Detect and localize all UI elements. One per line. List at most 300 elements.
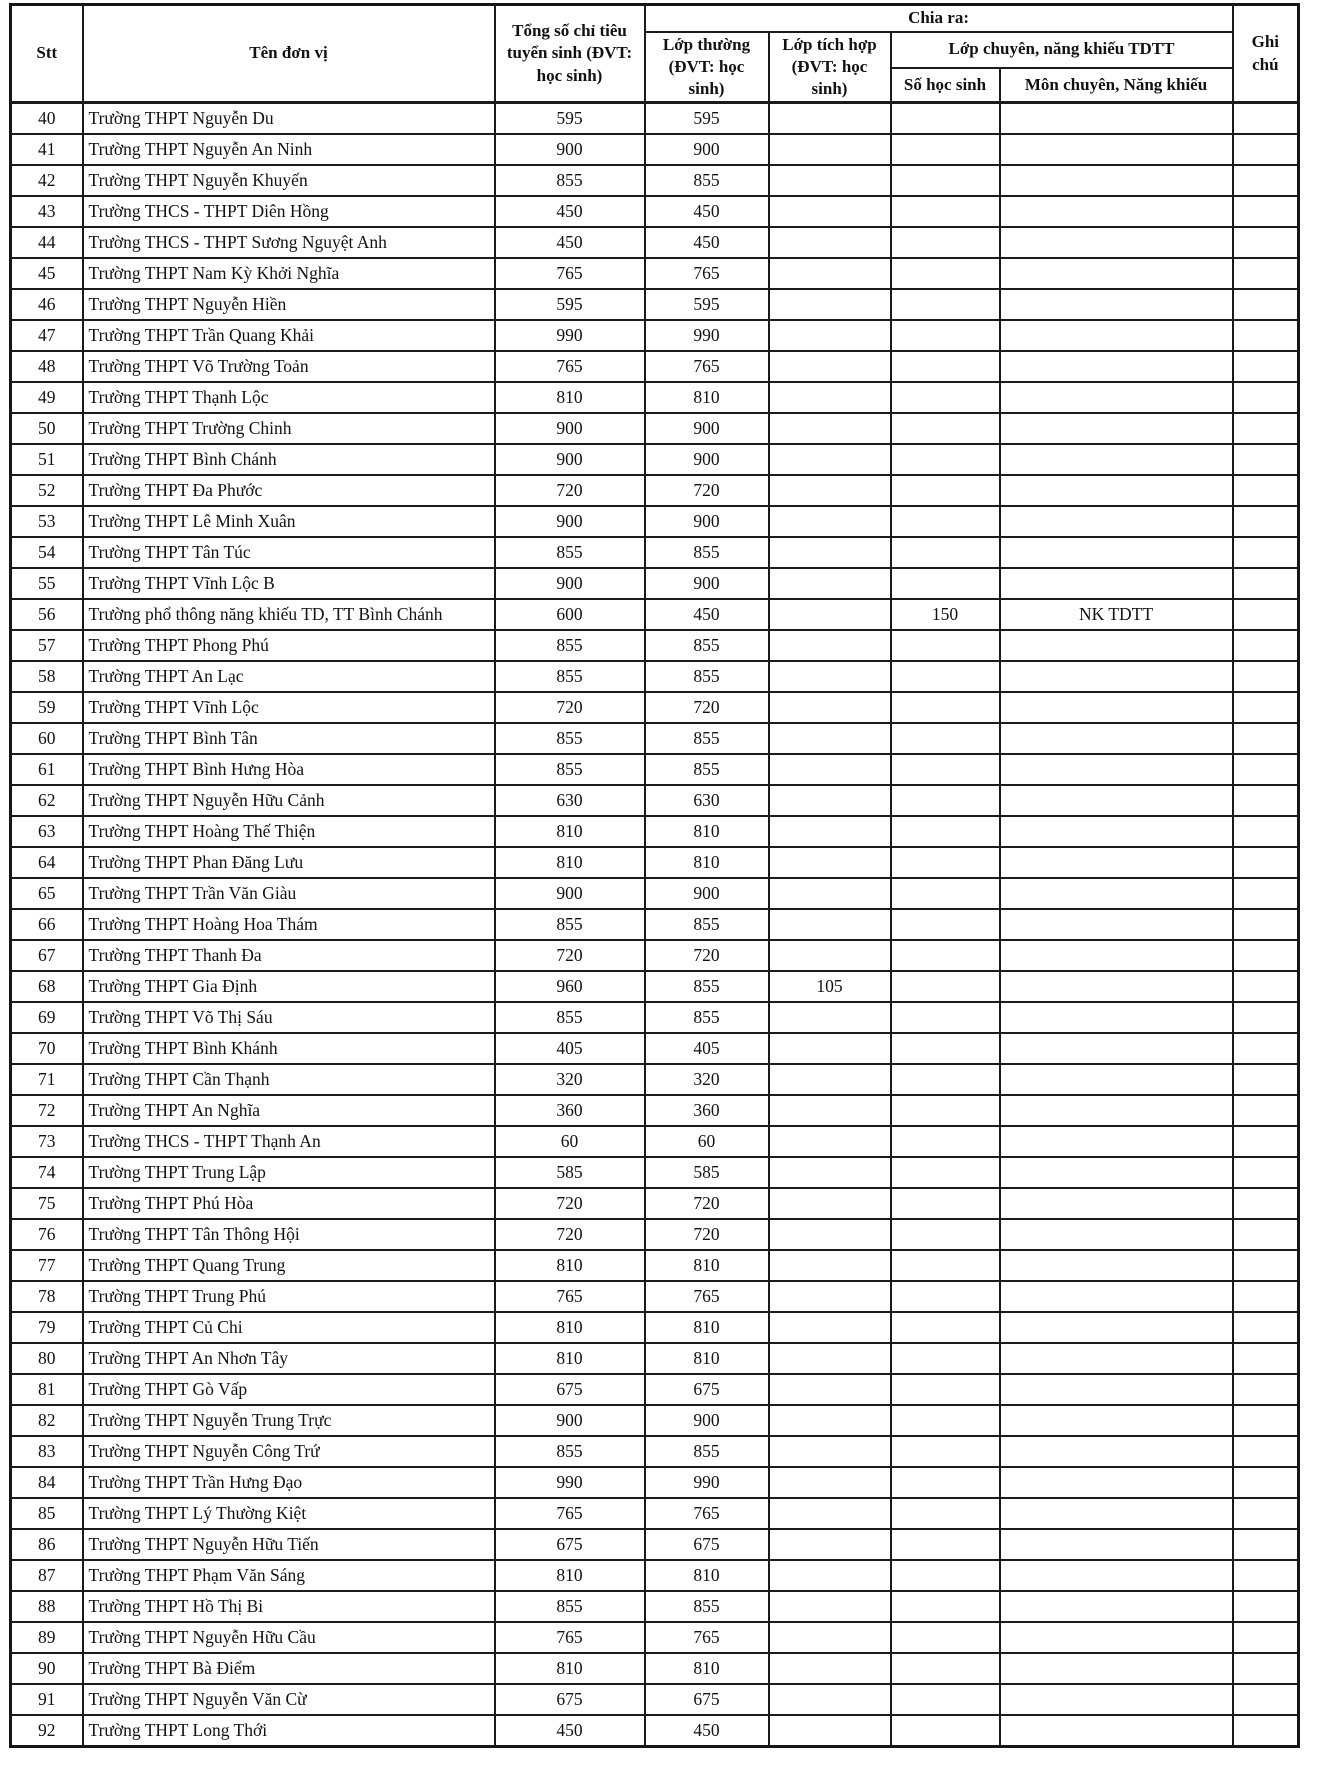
cell-regular-class: 855 (645, 537, 769, 568)
cell-specialized-students (891, 444, 1000, 475)
cell-total-quota: 810 (495, 1250, 645, 1281)
cell-school-name: Trường THPT Võ Thị Sáu (83, 1002, 495, 1033)
cell-specialized-subject (1000, 1188, 1233, 1219)
cell-specialized-subject (1000, 1591, 1233, 1622)
cell-notes (1233, 1219, 1299, 1250)
cell-specialized-students (891, 1002, 1000, 1033)
cell-regular-class: 990 (645, 1467, 769, 1498)
cell-stt: 85 (11, 1498, 83, 1529)
cell-integrated-class (769, 661, 891, 692)
cell-regular-class: 765 (645, 1622, 769, 1653)
cell-school-name: Trường THPT Tân Túc (83, 537, 495, 568)
cell-specialized-subject (1000, 1219, 1233, 1250)
cell-specialized-students (891, 1374, 1000, 1405)
cell-specialized-subject (1000, 1126, 1233, 1157)
cell-total-quota: 900 (495, 878, 645, 909)
cell-total-quota: 720 (495, 1188, 645, 1219)
cell-school-name: Trường THPT Nguyễn Khuyến (83, 165, 495, 196)
cell-specialized-students (891, 289, 1000, 320)
table-row (11, 289, 1299, 320)
cell-specialized-students (891, 320, 1000, 351)
cell-total-quota: 960 (495, 971, 645, 1002)
cell-total-quota: 900 (495, 1405, 645, 1436)
cell-regular-class: 630 (645, 785, 769, 816)
cell-notes (1233, 1064, 1299, 1095)
cell-notes (1233, 1715, 1299, 1747)
cell-school-name: Trường THPT An Nhơn Tây (83, 1343, 495, 1374)
cell-stt: 68 (11, 971, 83, 1002)
cell-school-name: Trường THPT Nguyễn Hữu Cảnh (83, 785, 495, 816)
cell-school-name: Trường THPT Phong Phú (83, 630, 495, 661)
cell-notes (1233, 599, 1299, 630)
cell-total-quota: 765 (495, 1281, 645, 1312)
cell-total-quota: 60 (495, 1126, 645, 1157)
cell-regular-class: 810 (645, 1312, 769, 1343)
header-stt: Stt (11, 5, 83, 103)
cell-notes (1233, 1591, 1299, 1622)
table-body (11, 103, 1299, 1747)
cell-integrated-class (769, 351, 891, 382)
cell-total-quota: 585 (495, 1157, 645, 1188)
cell-notes (1233, 971, 1299, 1002)
cell-stt: 87 (11, 1560, 83, 1591)
cell-total-quota: 765 (495, 1498, 645, 1529)
cell-integrated-class (769, 506, 891, 537)
cell-total-quota: 600 (495, 599, 645, 630)
cell-specialized-students (891, 1715, 1000, 1747)
table-row (11, 1157, 1299, 1188)
cell-stt: 67 (11, 940, 83, 971)
cell-integrated-class (769, 103, 891, 135)
cell-specialized-students (891, 1529, 1000, 1560)
cell-integrated-class (769, 630, 891, 661)
cell-regular-class: 765 (645, 258, 769, 289)
table-row (11, 475, 1299, 506)
cell-regular-class: 855 (645, 723, 769, 754)
cell-regular-class: 765 (645, 351, 769, 382)
table-row (11, 909, 1299, 940)
cell-specialized-subject (1000, 1405, 1233, 1436)
cell-specialized-students (891, 351, 1000, 382)
cell-specialized-students (891, 1343, 1000, 1374)
cell-regular-class: 855 (645, 754, 769, 785)
cell-school-name: Trường THPT Võ Trường Toản (83, 351, 495, 382)
cell-school-name: Trường THPT Bình Khánh (83, 1033, 495, 1064)
cell-stt: 54 (11, 537, 83, 568)
table-row (11, 1126, 1299, 1157)
cell-stt: 53 (11, 506, 83, 537)
cell-stt: 76 (11, 1219, 83, 1250)
table-row (11, 878, 1299, 909)
table-row (11, 1095, 1299, 1126)
table-row (11, 413, 1299, 444)
header-unit-name: Tên đơn vị (83, 5, 495, 103)
cell-specialized-subject (1000, 754, 1233, 785)
cell-regular-class: 720 (645, 940, 769, 971)
cell-notes (1233, 1343, 1299, 1374)
cell-total-quota: 900 (495, 568, 645, 599)
cell-integrated-class (769, 413, 891, 444)
cell-stt: 47 (11, 320, 83, 351)
cell-school-name: Trường THPT Nguyễn Trung Trực (83, 1405, 495, 1436)
table-row (11, 785, 1299, 816)
cell-total-quota: 855 (495, 537, 645, 568)
cell-integrated-class (769, 1188, 891, 1219)
table-row (11, 692, 1299, 723)
cell-regular-class: 595 (645, 103, 769, 135)
cell-notes (1233, 351, 1299, 382)
cell-school-name: Trường THPT Nguyễn Hữu Tiến (83, 1529, 495, 1560)
cell-regular-class: 855 (645, 971, 769, 1002)
cell-specialized-subject (1000, 1529, 1233, 1560)
cell-specialized-subject (1000, 909, 1233, 940)
cell-total-quota: 720 (495, 692, 645, 723)
cell-school-name: Trường phổ thông năng khiếu TD, TT Bình Chánh (83, 599, 495, 630)
cell-stt: 72 (11, 1095, 83, 1126)
table-row (11, 165, 1299, 196)
cell-total-quota: 855 (495, 1591, 645, 1622)
cell-total-quota: 990 (495, 320, 645, 351)
cell-specialized-subject (1000, 103, 1233, 135)
table-row (11, 1498, 1299, 1529)
cell-regular-class: 900 (645, 134, 769, 165)
cell-regular-class: 675 (645, 1529, 769, 1560)
cell-specialized-subject (1000, 1281, 1233, 1312)
cell-school-name: Trường THPT Thanh Đa (83, 940, 495, 971)
table-row (11, 940, 1299, 971)
cell-regular-class: 450 (645, 1715, 769, 1747)
cell-regular-class: 450 (645, 227, 769, 258)
cell-integrated-class (769, 1126, 891, 1157)
cell-notes (1233, 1281, 1299, 1312)
cell-specialized-subject (1000, 1002, 1233, 1033)
cell-notes (1233, 382, 1299, 413)
cell-specialized-students (891, 692, 1000, 723)
cell-specialized-students (891, 1033, 1000, 1064)
cell-specialized-students (891, 1250, 1000, 1281)
cell-notes (1233, 1498, 1299, 1529)
cell-notes (1233, 506, 1299, 537)
cell-specialized-subject (1000, 413, 1233, 444)
cell-integrated-class (769, 599, 891, 630)
cell-school-name: Trường THCS - THPT Sương Nguyệt Anh (83, 227, 495, 258)
cell-integrated-class: 105 (769, 971, 891, 1002)
cell-specialized-subject (1000, 878, 1233, 909)
cell-integrated-class (769, 847, 891, 878)
cell-integrated-class (769, 940, 891, 971)
cell-integrated-class (769, 1653, 891, 1684)
cell-total-quota: 720 (495, 475, 645, 506)
cell-notes (1233, 258, 1299, 289)
cell-school-name: Trường THPT Nam Kỳ Khởi Nghĩa (83, 258, 495, 289)
table-row (11, 971, 1299, 1002)
cell-regular-class: 585 (645, 1157, 769, 1188)
cell-regular-class: 855 (645, 165, 769, 196)
cell-specialized-students (891, 506, 1000, 537)
cell-total-quota: 810 (495, 382, 645, 413)
cell-specialized-subject (1000, 1250, 1233, 1281)
cell-stt: 40 (11, 103, 83, 135)
cell-total-quota: 900 (495, 413, 645, 444)
cell-specialized-students (891, 1591, 1000, 1622)
cell-regular-class: 900 (645, 506, 769, 537)
cell-stt: 70 (11, 1033, 83, 1064)
cell-regular-class: 810 (645, 1560, 769, 1591)
cell-total-quota: 855 (495, 1002, 645, 1033)
cell-specialized-students (891, 1653, 1000, 1684)
cell-notes (1233, 878, 1299, 909)
cell-regular-class: 810 (645, 847, 769, 878)
cell-total-quota: 855 (495, 165, 645, 196)
table-row (11, 444, 1299, 475)
cell-specialized-subject (1000, 692, 1233, 723)
cell-specialized-subject (1000, 320, 1233, 351)
cell-stt: 45 (11, 258, 83, 289)
cell-regular-class: 900 (645, 878, 769, 909)
cell-total-quota: 855 (495, 909, 645, 940)
cell-regular-class: 855 (645, 1591, 769, 1622)
cell-stt: 64 (11, 847, 83, 878)
cell-stt: 65 (11, 878, 83, 909)
table-row (11, 103, 1299, 135)
cell-notes (1233, 661, 1299, 692)
cell-regular-class: 720 (645, 692, 769, 723)
cell-school-name: Trường THPT Hồ Thị Bi (83, 1591, 495, 1622)
cell-specialized-students (891, 1405, 1000, 1436)
cell-regular-class: 855 (645, 630, 769, 661)
cell-school-name: Trường THPT Gò Vấp (83, 1374, 495, 1405)
cell-specialized-students (891, 1281, 1000, 1312)
cell-regular-class: 810 (645, 382, 769, 413)
cell-notes (1233, 1188, 1299, 1219)
table-row (11, 1715, 1299, 1747)
cell-regular-class: 990 (645, 320, 769, 351)
cell-stt: 55 (11, 568, 83, 599)
cell-specialized-subject (1000, 351, 1233, 382)
cell-school-name: Trường THPT Tân Thông Hội (83, 1219, 495, 1250)
table-row (11, 196, 1299, 227)
cell-integrated-class (769, 289, 891, 320)
cell-specialized-students (891, 165, 1000, 196)
table-row (11, 351, 1299, 382)
cell-notes (1233, 475, 1299, 506)
cell-specialized-subject (1000, 165, 1233, 196)
cell-regular-class: 450 (645, 196, 769, 227)
table-row (11, 1591, 1299, 1622)
cell-regular-class: 720 (645, 475, 769, 506)
cell-total-quota: 810 (495, 1312, 645, 1343)
cell-specialized-students (891, 134, 1000, 165)
cell-school-name: Trường THPT Trần Quang Khải (83, 320, 495, 351)
table-row (11, 134, 1299, 165)
table-row (11, 1343, 1299, 1374)
cell-notes (1233, 413, 1299, 444)
cell-total-quota: 595 (495, 103, 645, 135)
cell-notes (1233, 847, 1299, 878)
cell-stt: 77 (11, 1250, 83, 1281)
cell-regular-class: 900 (645, 1405, 769, 1436)
cell-stt: 90 (11, 1653, 83, 1684)
cell-school-name: Trường THPT Nguyễn Hữu Cầu (83, 1622, 495, 1653)
table-row (11, 568, 1299, 599)
cell-integrated-class (769, 1622, 891, 1653)
cell-notes (1233, 1436, 1299, 1467)
cell-integrated-class (769, 692, 891, 723)
cell-specialized-students: 150 (891, 599, 1000, 630)
cell-total-quota: 900 (495, 444, 645, 475)
cell-stt: 49 (11, 382, 83, 413)
cell-integrated-class (769, 568, 891, 599)
cell-specialized-students (891, 1312, 1000, 1343)
cell-total-quota: 360 (495, 1095, 645, 1126)
header-regular-class: Lớp thường (ĐVT: học sinh) (645, 32, 769, 103)
cell-integrated-class (769, 1467, 891, 1498)
table-row (11, 847, 1299, 878)
cell-integrated-class (769, 1374, 891, 1405)
cell-notes (1233, 692, 1299, 723)
cell-stt: 41 (11, 134, 83, 165)
cell-specialized-students (891, 754, 1000, 785)
cell-notes (1233, 320, 1299, 351)
cell-total-quota: 765 (495, 1622, 645, 1653)
cell-integrated-class (769, 878, 891, 909)
cell-school-name: Trường THPT Trung Phú (83, 1281, 495, 1312)
table-row (11, 1219, 1299, 1250)
cell-school-name: Trường THPT Phú Hòa (83, 1188, 495, 1219)
cell-notes (1233, 1157, 1299, 1188)
cell-school-name: Trường THPT Bình Chánh (83, 444, 495, 475)
cell-notes (1233, 537, 1299, 568)
cell-school-name: Trường THPT Phan Đăng Lưu (83, 847, 495, 878)
cell-integrated-class (769, 1436, 891, 1467)
cell-stt: 63 (11, 816, 83, 847)
cell-specialized-subject (1000, 289, 1233, 320)
cell-school-name: Trường THPT Long Thới (83, 1715, 495, 1747)
cell-notes (1233, 723, 1299, 754)
cell-regular-class: 450 (645, 599, 769, 630)
header-integrated-class: Lớp tích hợp (ĐVT: học sinh) (769, 32, 891, 103)
enrollment-quota-table (9, 3, 1300, 1748)
cell-stt: 91 (11, 1684, 83, 1715)
cell-total-quota: 630 (495, 785, 645, 816)
cell-notes (1233, 1684, 1299, 1715)
cell-school-name: Trường THPT Nguyễn An Ninh (83, 134, 495, 165)
cell-specialized-subject (1000, 506, 1233, 537)
cell-integrated-class (769, 1002, 891, 1033)
cell-integrated-class (769, 1219, 891, 1250)
cell-school-name: Trường THPT Bình Hưng Hòa (83, 754, 495, 785)
cell-regular-class: 855 (645, 1436, 769, 1467)
cell-school-name: Trường THPT Nguyễn Văn Cừ (83, 1684, 495, 1715)
cell-stt: 86 (11, 1529, 83, 1560)
cell-notes (1233, 754, 1299, 785)
cell-integrated-class (769, 1064, 891, 1095)
cell-school-name: Trường THPT Nguyễn Du (83, 103, 495, 135)
cell-stt: 56 (11, 599, 83, 630)
cell-integrated-class (769, 1560, 891, 1591)
cell-stt: 44 (11, 227, 83, 258)
cell-integrated-class (769, 785, 891, 816)
header-total-quota: Tổng số chỉ tiêu tuyển sinh (ĐVT: học sinh) (495, 5, 645, 103)
cell-total-quota: 810 (495, 847, 645, 878)
cell-integrated-class (769, 165, 891, 196)
cell-specialized-students (891, 723, 1000, 754)
cell-school-name: Trường THPT Bà Điểm (83, 1653, 495, 1684)
cell-specialized-subject (1000, 1157, 1233, 1188)
cell-school-name: Trường THPT Quang Trung (83, 1250, 495, 1281)
cell-regular-class: 900 (645, 568, 769, 599)
cell-stt: 46 (11, 289, 83, 320)
cell-integrated-class (769, 1281, 891, 1312)
cell-total-quota: 675 (495, 1529, 645, 1560)
cell-regular-class: 810 (645, 1653, 769, 1684)
cell-specialized-students (891, 1684, 1000, 1715)
cell-stt: 80 (11, 1343, 83, 1374)
cell-school-name: Trường THPT Gia Định (83, 971, 495, 1002)
cell-notes (1233, 1002, 1299, 1033)
cell-specialized-students (891, 258, 1000, 289)
cell-stt: 71 (11, 1064, 83, 1095)
cell-stt: 69 (11, 1002, 83, 1033)
cell-integrated-class (769, 444, 891, 475)
cell-school-name: Trường THPT Thạnh Lộc (83, 382, 495, 413)
cell-integrated-class (769, 909, 891, 940)
table-row (11, 506, 1299, 537)
cell-specialized-subject (1000, 1715, 1233, 1747)
cell-specialized-students (891, 475, 1000, 506)
table-row (11, 382, 1299, 413)
cell-stt: 42 (11, 165, 83, 196)
cell-specialized-students (891, 103, 1000, 135)
cell-notes (1233, 1126, 1299, 1157)
table-row (11, 258, 1299, 289)
cell-regular-class: 810 (645, 1250, 769, 1281)
cell-integrated-class (769, 816, 891, 847)
cell-specialized-students (891, 537, 1000, 568)
cell-school-name: Trường THPT Hoàng Hoa Thám (83, 909, 495, 940)
cell-specialized-students (891, 816, 1000, 847)
cell-stt: 60 (11, 723, 83, 754)
cell-specialized-students (891, 661, 1000, 692)
cell-school-name: Trường THPT Củ Chi (83, 1312, 495, 1343)
header-specialized-class: Lớp chuyên, năng khiếu TDTT (891, 32, 1233, 68)
cell-specialized-subject (1000, 661, 1233, 692)
cell-integrated-class (769, 1250, 891, 1281)
cell-specialized-subject (1000, 227, 1233, 258)
cell-notes (1233, 816, 1299, 847)
cell-specialized-students (891, 196, 1000, 227)
cell-regular-class: 810 (645, 816, 769, 847)
cell-notes (1233, 1374, 1299, 1405)
cell-integrated-class (769, 227, 891, 258)
cell-school-name: Trường THPT Nguyễn Hiền (83, 289, 495, 320)
cell-specialized-students (891, 1095, 1000, 1126)
table-row (11, 816, 1299, 847)
cell-integrated-class (769, 1715, 891, 1747)
cell-notes (1233, 1405, 1299, 1436)
table-row (11, 1250, 1299, 1281)
cell-notes (1233, 1095, 1299, 1126)
cell-total-quota: 320 (495, 1064, 645, 1095)
cell-total-quota: 900 (495, 134, 645, 165)
cell-specialized-students (891, 630, 1000, 661)
header-specialized-subject: Môn chuyên, Năng khiếu (1000, 68, 1233, 103)
cell-stt: 50 (11, 413, 83, 444)
cell-total-quota: 450 (495, 196, 645, 227)
cell-specialized-subject (1000, 1064, 1233, 1095)
cell-regular-class: 60 (645, 1126, 769, 1157)
cell-school-name: Trường THPT Cần Thạnh (83, 1064, 495, 1095)
